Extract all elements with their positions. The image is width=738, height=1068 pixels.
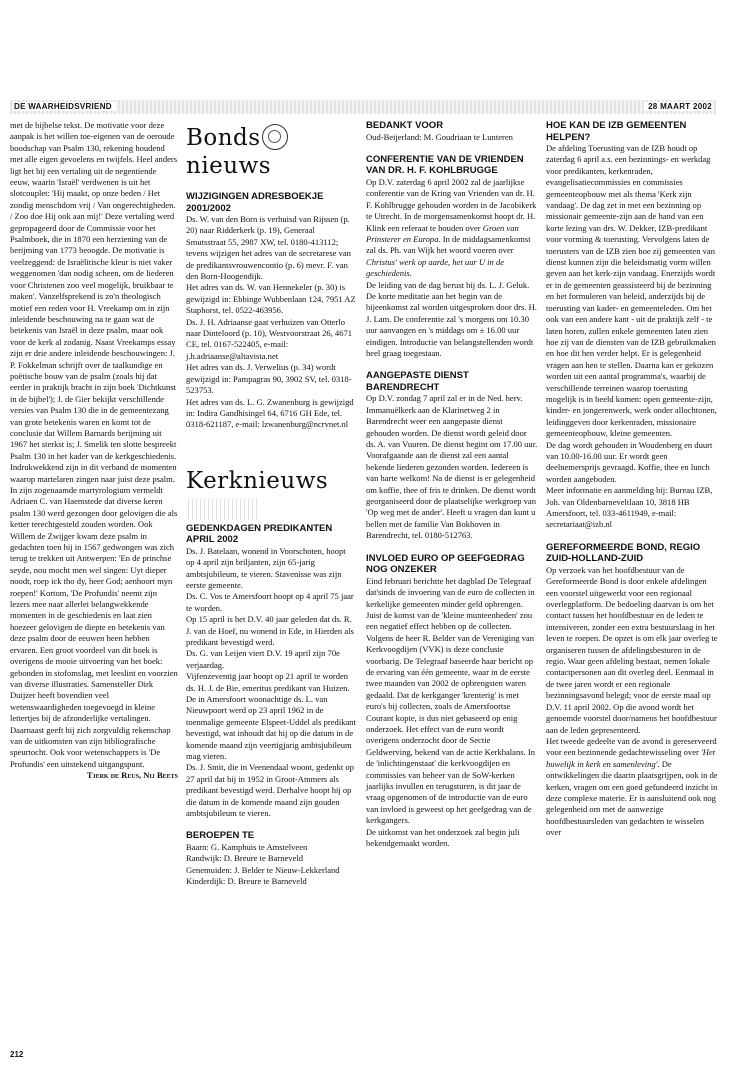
heading-beroepen: BEROEPEN TE [186, 830, 255, 842]
running-header [10, 100, 716, 114]
author-signature: Tjerk de Reus, Nij Beets [86, 770, 178, 781]
heading-gedenkdagen: GEDENKDAGEN PREDIKANTEN APRIL 2002 [186, 522, 333, 546]
heading-bedankt: BEDANKT VOOR [366, 120, 444, 131]
heading-aangepaste-dienst: AANGEPASTE DIENST BARENDRECHT [366, 370, 469, 393]
paragraph: Op D.V. zaterdag 6 april 2002 zal de jaarlijkse conferentie van de Kring van Vrienden van dr. H. F. Kohlbrugge gehouden worden in de Jacobikerk te Utrecht. In de morgensamenkomst hoopt dr. H. Klink een referaat te houden over Groen van Prinsterer en Europa. In de middagsamenkomst zal ds. Ph. van Wijk het woord voeren over Christus' werk op aarde, het uur U in de geschiedenis. [366, 176, 537, 279]
paragraph: Ds. J. H. Adriaanse gaat verhuizen van Otterlo naar Dinteloord (p. 10), Westvoorstraat 26, 4671 CE, tel. 0167-522405, e-mail: j.h.adriaanse@altavista.net [186, 316, 353, 361]
paragraph: De in Amersfoort woonachtige ds. L. van Nieuwpoort werd op 23 april 1962 in de toenmalige gemeente Elspeet-Uddel als predikant bevestigd, wat inhoudt dat hij op die datum in de komende maand zijn veertigjarig ambtsjubileum mag vieren. [186, 694, 356, 762]
column-3 [366, 120, 538, 849]
paragraph: Ds. C. Vos te Amersfoort hoopt op 4 april 75 jaar te worden. [186, 591, 354, 613]
paragraph: Vijfenzeventig jaar hoopt op 21 april te worden ds. H. J. de Bie, emeritus predikant van Huizen. [186, 671, 350, 693]
column-1 [10, 120, 178, 782]
paragraph: De uitkomst van het onderzoek zal begin juli bekendgemaakt worden. [366, 826, 520, 849]
page-number: 212 [10, 1050, 24, 1059]
paragraph: De dag wordt gehouden in Woudenberg en duurt van 10.00-16.00 uur. Er wordt geen deelnemersprijs gevraagd. Koffie, thee en lunch worden aangeboden. [546, 439, 713, 484]
publication-name: DE WAARHEIDSVRIEND [14, 102, 116, 111]
paragraph: Ds. J. Smit, die in Veenendaal woont, gedenkt op 27 april dat hij in 1952 in Groot-Ammers als predikant bevestigd werd. Derhalve hoopt hij op die datum in de komende maand zijn gouden ambtsjubileum te vieren. [186, 762, 354, 819]
heading-invloed-euro: INVLOED EURO OP GEEFGEDRAG NOG ONZEKER [366, 552, 525, 576]
article-continuation: met de bijbelse tekst. De motivatie voor deze aanpak is het willen toe-eigenen van de oeroude boodschap van Psalm 130, rekening houdend met alle eigen gevoelens en twijfels. Heel anders ligt het bij een vertaling uit de negentiende eeuw, waarin 'Israël' verdwenen is uit het slotcouplet: 'Hij maakt, op onze beden / Het zondig menschdom vrij / Van ongerechtigheden. / Zoo doe Hij ook aan mij!' Deze vertaling werd gepropageerd door de Commissie voor het Psalmboek, die in 1870 een herziening van de berijming van 1773 beoogde. De motivatie is veelzeggend: de Israëlitische kleur is niet vaker weggenomen 'dan nodig scheen, om de liederen voor Christenen zoo veel mogelijk, bruikbaar te maken'. Vanzelfsprekend is zo'n theologisch motief een reden voor H. Vreekamp om in zijn inleidende beschouwing na te gaan wat de betekenis van Israël in deze psalm, maar ook voor de kerk al zodanig. Naast Vreekamps essay zijn er drie andere inleidende beschouwingen: J. P. Fokkelman schrijft over de taalkundige en poëtische bouw van de psalm (zoals hij dat eerder in praktijk bracht in zijn boek 'Dichtkunst in de bijbel'); J. de Gier bekijkt verschillende versies van Psalm 130 die in de gemeentezang van grote betekenis waren en komt tot de conclusie dat Willem Barnards berijming uit 1967 het sterkst is; J. Smelik ten slotte bespreekt Psalm 130 in het kader van de kerkgeschiedenis. Indrukwekkend zijn in dit verband de momenten waarop martelaren zingen naar juist deze psalm. In zijn zogenaamde martyrologium vermeldt Adriaen C. van Haemstede dat diverse keren psalm 130 werd gezongen door gelovigen die als ketter terechtgesteld zouden worden. Ook Willem de Zwijger kwam deze psalm in gedachten toen hij in 1567 gedwongen was zich terug te trekken uit Antwerpen: 'En de princhse seyde, nou mocht men wel singen: Uyt dieper noodt, roep ick tho dy, heer God; aenhoort myn roepen!' Kortom, 'De Profundis' neemt zijn lezers mee naar allerlei belangwekkende momenten in de geschiedenis en laat zien hoezeer gelovigen de diepte en betekenis van deze psalm door de eeuwen heen hebben ervaren. Een groot voordeel van dit boek is overigens de mooie uitvoering van het boek: gebonden in stofomslag, met leeslint en voorzien van diverse illustraties. Samensteller Dirk Duijzer heeft bovendien veel wetenswaardigheden toegevoegd in kleine lettertjes bij de afzonderlijke vertalingen. Daarnaast geeft hij zich zorgvuldig rekenschap van de uitkomsten van zijn bibliografische speurtocht. Ook voor wetenschappers is 'De Profundis' een uitstekend uitgangspunt. [10, 120, 178, 769]
paragraph: Eind februari berichtte het dagblad De Telegraaf dat'sinds de invoering van de euro de collecten in kerkelijke gemeenten minder geld opbrengen. Juist de komst van de 'kleine munteenheden' zou een negatief effect hebben op de collecten. Volgens de heer R. Belder van de Vereniging van Kerkvoogdijen (VVK) is deze conclusie voorbarig. De Telegraaf baseerde haar bericht op de ervaring van één gemeente, waar in de eerste twee maanden van 2002 de opbrengsten waren gedaald. Dat de kerkganger 'krenterig' is met euro's bij collecten, zoals de Amersfoortse Courant kopte, is dus niet gebaseerd op enig onderzoek. Het effect van de euro wordt overigens onderzocht door de Sectie Geldwerving, bekend van de actie Kerkbalans. In de 'inlichtingenstaat' die kerkvoogdijen en commissies van beheer van de SoW-kerken jaarlijks invullen en terugsturen, is dit jaar de vraag opgenomen of de introductie van de euro van invloed is geweest op het geefgedrag van de kerkgangers. [366, 575, 535, 826]
paragraph: Het adres van ds. W. van Hennekeler (p. 30) is gewijzigd in: Ebbinge Wubbenlaan 124, 7951 AZ Staphorst, tel. 0522-463956. [186, 282, 356, 316]
paragraph: Op D.V. zondag 7 april zal er in de Ned. herv. Immanuëlkerk aan de Klarinetweg 2 in Barendrecht weer een aangepaste dienst gehouden worden. De dienst wordt geleid door ds. A. van Vuuren. De dienst begint om 17.00 uur. Voorafgaande aan de dienst zal een aantal bekende liederen gezonden worden. Iedereen is van harte welkom! Na de dienst is er gelegenheid om koffie, thee of fris te drinken. De dienst wordt georganiseerd door de plaatselijke werkgroep van 'Op weg met de ander'. Heeft u vragen dan kunt u bellen met de familie Van Bokhoven in Barendrecht, tel. 0180-512763. [366, 393, 538, 541]
heading-gereformeerde-bond: GEREFORMEERDE BOND, REGIO ZUID-HOLLAND-ZUID [546, 541, 701, 565]
heading-izb: HOE KAN DE IZB GEMEENTEN HELPEN? [546, 120, 687, 143]
paragraph: Het adres van ds. L. G. Zwanenburg is gewijzigd in: Indira Gandhisingel 64, 6716 GH Ede, tel. 0318-621187, e-mail: lzwanenburg@ncrvnet.nl [186, 396, 354, 430]
column-4 [546, 120, 718, 839]
paragraph: Het tweede gedeelte van de avond is gereserveerd voor een bezinnende gedachtewisseling over 'Het huwelijk in kerk en samenleving'. De ontwikkelingen die daarin plaatsgrijpen, ook in de kerken, vragen om een goed gefundeerd inzicht in deze complexe materie. Er is aansluitend ook nog gelegenheid om met de aanwezige hoofdbestuursleden van gedachten te wisselen over [546, 735, 718, 838]
paragraph: Op 15 april is het D.V. 40 jaar geleden dat ds. R. J. van de Hoef, nu wonend in Ede, in Hierden als predikant bevestigd werd. [186, 614, 354, 647]
heading-conferentie: CONFERENTIE VAN DE VRIENDEN VAN DR. H. F. KOHLBRUGGE [366, 153, 524, 177]
paragraph: Ds. G. van Leijen viert D.V. 19 april zijn 70e verjaardag. [186, 648, 340, 670]
paragraph: Oud-Beijerland: M. Goudriaan te Lunteren [366, 131, 513, 142]
list-item: Baarn: G. Kamphuis te Amstelveen [186, 841, 308, 852]
issue-date: 28 MAART 2002 [644, 102, 712, 111]
paragraph: Op verzoek van het hoofdbestuur van de Gereformeerde Bond is door enkele afdelingen een voorstel uitgewerkt voor een regionaal overlegplatform. De bedoeling daarvan is om het contact tussen het hoofdbestuur en de leden te intensiveren, zonder een extra bestuurslaag in het leven te roepen. De opzet is om elk jaar overleg te organiseren tussen de afdelingsbesturen in de regio. Waar geen afdeling bestaat, nemen lokale contactpersonen aan dit overleg deel. Eenmaal in de twee jaren wordt er een regionale bezinningsavond belegd; voor de eerste maal op D.V. 11 april 2002. Op die avond wordt het genoemde voorstel door/namens het hoofdbestuur aan de leden gepresenteerd. [546, 564, 718, 735]
bond-logo-icon [262, 124, 288, 150]
heading-adresboekje: WIJZIGINGEN ADRESBOEKJE 2001/2002 [186, 191, 324, 214]
paragraph: Ds. J. Batelaan, wonend in Voorschoten, hoopt op 4 april zijn briljanten, zijn 65-jarig ambtsjubileum, te vieren. Stavenisse was zijn eerste gemeente. [186, 545, 346, 590]
list-item: Genemuiden: J. Belder te Nieuw-Lekkerland [186, 864, 340, 875]
kerknieuws-masthead [186, 467, 356, 523]
paragraph: De afdeling Toerusting van de IZB houdt op zaterdag 6 april a.s. een bezinnings- en werkdag voor predikanten, kerkenraden, evangelisatiecommissies en commissies gemeenteopbouw met als thema 'Kerk zijn vandaag'. De dag zet in met een bezinning op missionair gemeente-zijn aan de hand van een korte lezing van drs. W. Dekker, IZB-predikant voor vorming & toerusting. Vervolgens laten de toerusters van de IZB zien hoe zij gemeenten van dienst kunnen zijn die beleidsmatig vorm willen geven aan het kerk-zijn vandaag. Enerzijds wordt er in de gemeenten geassisteerd bij de bezinning en het formuleren van beleid, anderzijds bij de toerusting van kader- en gemeenteleden. Om het ook van een andere kant - uit de praktijk zelf - te laten horen, zullen enkele gemeenten laten zien hoe zij van de diensten van de IZB gebruikmaken en hoe dit hen verder helpt. Er is gelegenheid vragen aan hen te stellen. Daarna kan er gekozen worden uit een aantal programma's, waarbij de verschillende terreinen waarop toerusting mogelijk is in beeld komen: open gemeente-zijn, kinder- en jongerenwerk, werk onder allochtonen, leidinggeven door kerkenraden, missionaire gemeenteopbouw, kleine gemeenten. [546, 143, 717, 439]
bondsnieuws-masthead [186, 124, 356, 180]
list-item: Randwijk: D. Breure te Barneveld [186, 853, 304, 864]
paragraph: Ds. W. van den Born is verhuisd van Rijssen (p. 20) naar Ridderkerk (p. 19), Generaal Smutsstraat 55, 2987 XW, tel. 0180-413112; tevens wijzigen het adres van de secretarese van de predikantsvrouwencontio (p. 6) mevr. F. van den Born-Hoogendijk. [186, 214, 351, 282]
church-illustration-icon [188, 498, 258, 520]
list-item: Kinderdijk: D. Breure te Barneveld [186, 876, 307, 887]
paragraph: Meer informatie en aanmelding bij: Bureau IZB, Joh. van Oldenbarneveltlaan 10, 3818 HB Amersfoort, tel. 033-4611949, e-mail: secretariaat@izb.nl [546, 485, 713, 530]
paragraph: Het adres van ds. J. Verwelius (p. 34) wordt gewijzigd in: Pampagras 90, 3902 SV, tel. 0318-523753. [186, 362, 352, 396]
column-2 [186, 120, 356, 888]
masthead-nieuws: nieuws [186, 153, 272, 179]
masthead-bonds: Bonds [186, 125, 261, 151]
masthead-kerknieuws: Kerknieuws [186, 467, 329, 494]
paragraph: De leiding van de dag berust bij ds. L. J. Geluk. De korte meditatie aan het begin van de bijeenkomst zal worden uitgesproken door drs. H. J. Lam. De conferentie zal 's morgens om 10.30 uur aanvangen en 's middags om ± 16.00 uur eindigen. Introductie van belangstellenden wordt heel graag toegestaan. [366, 279, 537, 358]
